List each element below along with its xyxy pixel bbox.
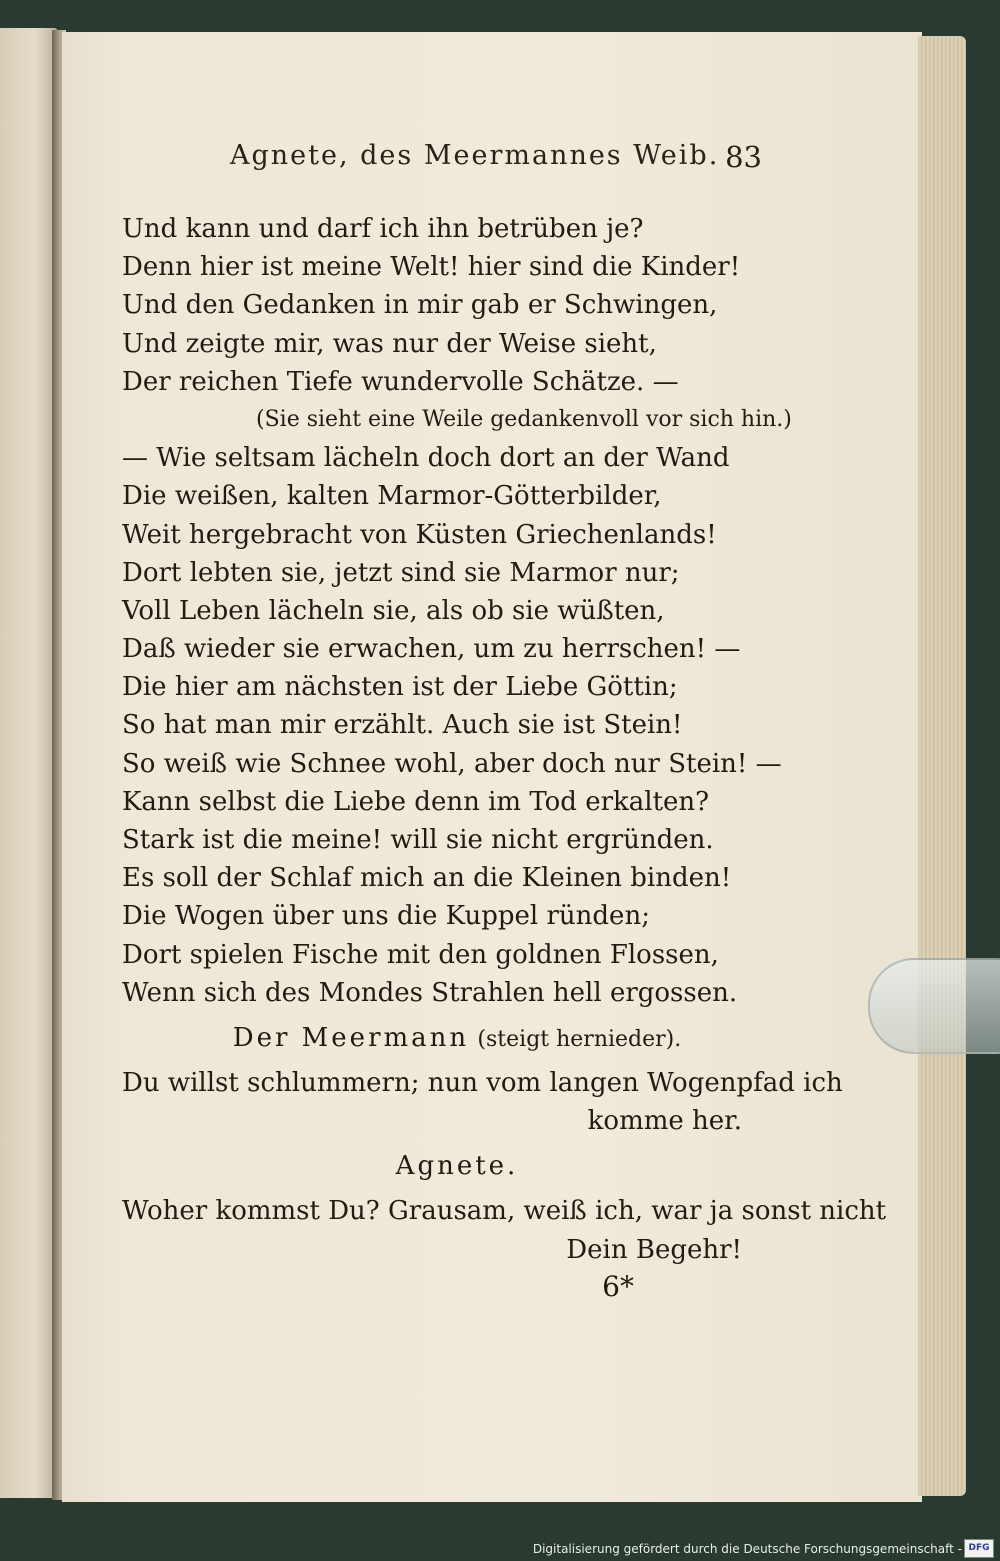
verse-line: Du willst schlummern; nun vom langen Wogenpfad ich — [122, 1067, 843, 1098]
verse-line: Dort lebten sie, jetzt sind sie Marmor nur; — [122, 557, 680, 588]
verse-line: Stark ist die meine! will sie nicht ergründen. — [122, 825, 714, 855]
verse-text — [122, 210, 887, 1305]
verse-line: Wenn sich des Mondes Strahlen hell ergossen. — [122, 977, 738, 1008]
facing-page-edge — [0, 28, 58, 1498]
verse-line: Weit hergebracht von Küsten Griechenlands! — [122, 519, 717, 550]
verse-line: Dort spielen Fische mit den goldnen Flossen, — [122, 939, 719, 970]
speaker-direction: (steigt hernieder). — [477, 1026, 682, 1052]
verse-line-continuation: komme her. — [587, 1106, 742, 1137]
verse-line: So hat man mir erzählt. Auch sie ist Stein! — [122, 710, 683, 741]
running-title: Agnete, des Meermannes Weib. — [230, 140, 720, 171]
speaker-heading — [122, 1140, 772, 1192]
speaker-heading — [122, 1012, 772, 1064]
verse-line: Denn hier ist meine Welt! hier sind die Kinder! — [122, 252, 741, 283]
speaker-name: Der Meermann — [232, 1022, 470, 1053]
page-clip — [868, 958, 1000, 1054]
funding-credit: Digitalisierung gefördert durch die Deutsche Forschungsgemeinschaft - — [532, 1542, 962, 1556]
verse-line: So weiß wie Schnee wohl, aber doch nur Stein! — — [122, 748, 782, 779]
verse-line-continuation: Dein Begehr! — [566, 1234, 742, 1265]
verse-line: Und den Gedanken in mir gab er Schwingen, — [122, 290, 718, 321]
verse-line: Es soll der Schlaf mich an die Kleinen binden! — [122, 863, 732, 894]
verse-line: Der reichen Tiefe wundervolle Schätze. — — [122, 366, 679, 397]
verse-line: Die hier am nächsten ist der Liebe Göttin; — [122, 672, 678, 703]
verse-line: Voll Leben lächeln sie, als ob sie wüßten, — [122, 595, 665, 626]
stage-direction: (Sie sieht eine Weile gedankenvoll vor sich hin.) — [256, 406, 792, 432]
verse-line: — Wie seltsam lächeln doch dort an der Wand — [122, 443, 730, 474]
verse-line: Und zeigte mir, was nur der Weise sieht, — [122, 328, 657, 359]
verse-line: Die weißen, kalten Marmor-Götterbilder, — [122, 481, 662, 512]
speaker-name: Agnete. — [395, 1151, 519, 1182]
page-number: 83 — [725, 140, 762, 174]
digitization-footer — [0, 1537, 1000, 1561]
page-header — [230, 140, 770, 188]
verse-line: Und kann und darf ich ihn betrüben je? — [122, 214, 644, 244]
verse-line: Woher kommst Du? Grausam, weiß ich, war ja sonst nicht — [122, 1196, 887, 1227]
signature-mark: 6* — [602, 1269, 634, 1303]
page-block-edge — [918, 36, 966, 1496]
verse-line: Daß wieder sie erwachen, um zu herrschen! — — [122, 634, 741, 665]
dfg-logo: DFG — [964, 1539, 994, 1558]
verse-line: Kann selbst die Liebe denn im Tod erkalten? — [122, 786, 710, 817]
verse-line: Die Wogen über uns die Kuppel ründen; — [122, 901, 650, 932]
